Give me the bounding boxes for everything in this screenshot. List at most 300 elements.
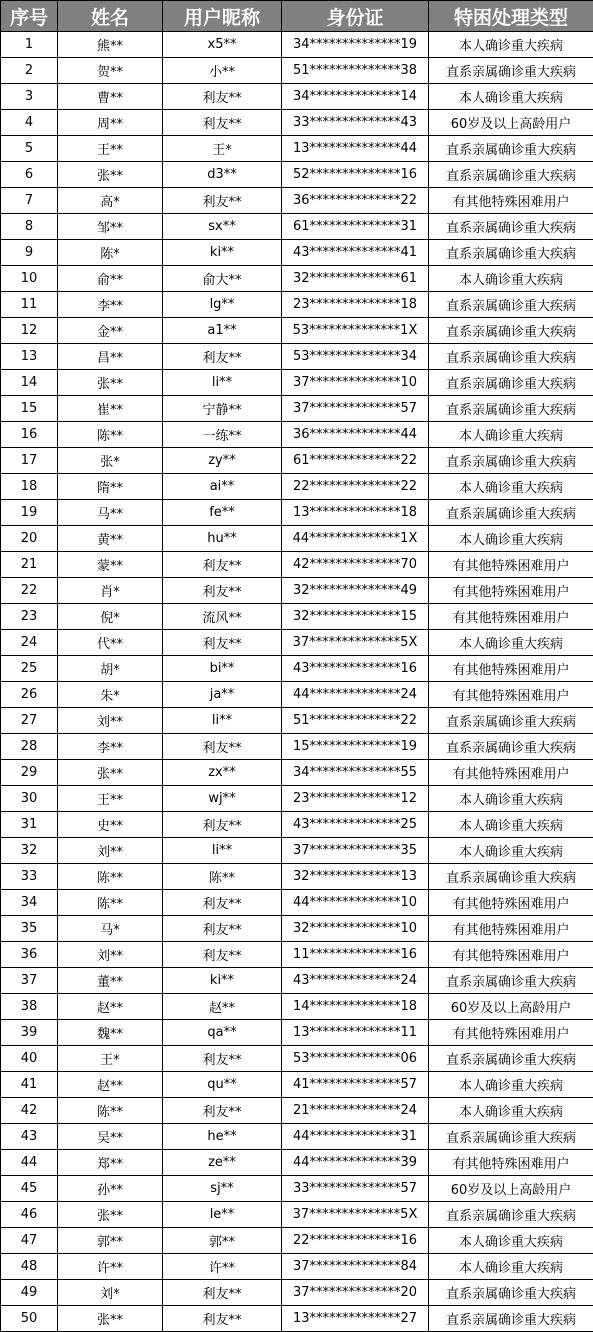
cell-hardship-type: 有其他特殊困难用户 <box>429 942 593 968</box>
cell-nickname: 利友** <box>163 84 282 110</box>
cell-index: 19 <box>1 500 58 526</box>
table-row <box>1 474 593 500</box>
cell-name: 张** <box>58 1306 163 1332</box>
cell-id-number: 32**************10 <box>282 916 429 942</box>
cell-id-number: 53**************1X <box>282 318 429 344</box>
cell-id-number: 36**************44 <box>282 422 429 448</box>
table-row <box>1 500 593 526</box>
cell-id-number: 33**************57 <box>282 1176 429 1202</box>
cell-id-number: 34**************55 <box>282 760 429 786</box>
cell-id-number: 36**************22 <box>282 188 429 214</box>
cell-nickname: sx** <box>163 214 282 240</box>
cell-id-number: 23**************12 <box>282 786 429 812</box>
table-body <box>1 32 593 1332</box>
cell-id-number: 15**************19 <box>282 734 429 760</box>
cell-hardship-type: 直系亲属确诊重大疾病 <box>429 58 593 84</box>
cell-name: 刘** <box>58 838 163 864</box>
cell-hardship-type: 直系亲属确诊重大疾病 <box>429 136 593 162</box>
table-row <box>1 786 593 812</box>
cell-index: 30 <box>1 786 58 812</box>
cell-nickname: fe** <box>163 500 282 526</box>
cell-name: 董** <box>58 968 163 994</box>
cell-index: 6 <box>1 162 58 188</box>
cell-index: 4 <box>1 110 58 136</box>
cell-index: 29 <box>1 760 58 786</box>
table-row <box>1 1072 593 1098</box>
cell-id-number: 13**************27 <box>282 1306 429 1332</box>
cell-id-number: 32**************15 <box>282 604 429 630</box>
cell-id-number: 43**************41 <box>282 240 429 266</box>
cell-name: 高* <box>58 188 163 214</box>
cell-name: 马** <box>58 500 163 526</box>
cell-nickname: 利友** <box>163 812 282 838</box>
cell-nickname: hu** <box>163 526 282 552</box>
cell-name: 代** <box>58 630 163 656</box>
cell-id-number: 44**************24 <box>282 682 429 708</box>
cell-nickname: ki** <box>163 968 282 994</box>
table-row <box>1 552 593 578</box>
cell-index: 28 <box>1 734 58 760</box>
table-row <box>1 1124 593 1150</box>
cell-name: 张** <box>58 1202 163 1228</box>
table-row <box>1 578 593 604</box>
cell-name: 赵** <box>58 994 163 1020</box>
cell-hardship-type: 直系亲属确诊重大疾病 <box>429 344 593 370</box>
cell-index: 45 <box>1 1176 58 1202</box>
cell-name: 许** <box>58 1254 163 1280</box>
cell-name: 俞** <box>58 266 163 292</box>
cell-index: 42 <box>1 1098 58 1124</box>
cell-nickname: ki** <box>163 240 282 266</box>
cell-name: 马* <box>58 916 163 942</box>
cell-id-number: 13**************11 <box>282 1020 429 1046</box>
cell-index: 47 <box>1 1228 58 1254</box>
cell-nickname: ze** <box>163 1150 282 1176</box>
cell-index: 2 <box>1 58 58 84</box>
cell-nickname: qu** <box>163 1072 282 1098</box>
cell-hardship-type: 本人确诊重大疾病 <box>429 1228 593 1254</box>
cell-id-number: 42**************70 <box>282 552 429 578</box>
cell-nickname: x5** <box>163 32 282 58</box>
cell-id-number: 44**************1X <box>282 526 429 552</box>
cell-hardship-type: 直系亲属确诊重大疾病 <box>429 214 593 240</box>
header-row <box>1 1 593 32</box>
table-row <box>1 58 593 84</box>
cell-id-number: 14**************18 <box>282 994 429 1020</box>
cell-name: 周** <box>58 110 163 136</box>
cell-index: 13 <box>1 344 58 370</box>
cell-name: 李** <box>58 292 163 318</box>
header-name: 姓名 <box>58 1 163 32</box>
cell-index: 22 <box>1 578 58 604</box>
table-row <box>1 266 593 292</box>
table-row <box>1 1046 593 1072</box>
cell-hardship-type: 直系亲属确诊重大疾病 <box>429 370 593 396</box>
cell-nickname: d3** <box>163 162 282 188</box>
cell-nickname: li** <box>163 370 282 396</box>
table-row <box>1 188 593 214</box>
cell-index: 17 <box>1 448 58 474</box>
cell-id-number: 61**************22 <box>282 448 429 474</box>
cell-name: 陈** <box>58 1098 163 1124</box>
table-row <box>1 84 593 110</box>
cell-nickname: 利友** <box>163 942 282 968</box>
cell-nickname: 一练** <box>163 422 282 448</box>
table-row <box>1 682 593 708</box>
cell-id-number: 37**************84 <box>282 1254 429 1280</box>
cell-index: 49 <box>1 1280 58 1306</box>
table-row <box>1 344 593 370</box>
cell-hardship-type: 直系亲属确诊重大疾病 <box>429 1046 593 1072</box>
cell-nickname: 宁静** <box>163 396 282 422</box>
cell-nickname: ja** <box>163 682 282 708</box>
cell-name: 隋** <box>58 474 163 500</box>
cell-index: 38 <box>1 994 58 1020</box>
cell-id-number: 13**************18 <box>282 500 429 526</box>
cell-nickname: 利友** <box>163 188 282 214</box>
cell-id-number: 22**************16 <box>282 1228 429 1254</box>
cell-hardship-type: 直系亲属确诊重大疾病 <box>429 292 593 318</box>
cell-index: 32 <box>1 838 58 864</box>
cell-hardship-type: 本人确诊重大疾病 <box>429 1072 593 1098</box>
cell-id-number: 32**************49 <box>282 578 429 604</box>
cell-id-number: 53**************06 <box>282 1046 429 1072</box>
cell-name: 张* <box>58 448 163 474</box>
cell-index: 11 <box>1 292 58 318</box>
cell-index: 44 <box>1 1150 58 1176</box>
cell-index: 46 <box>1 1202 58 1228</box>
cell-id-number: 53**************34 <box>282 344 429 370</box>
cell-hardship-type: 有其他特殊困难用户 <box>429 1150 593 1176</box>
cell-nickname: li** <box>163 838 282 864</box>
cell-index: 1 <box>1 32 58 58</box>
cell-nickname: 利友** <box>163 578 282 604</box>
cell-id-number: 37**************57 <box>282 396 429 422</box>
cell-id-number: 21**************24 <box>282 1098 429 1124</box>
table-row <box>1 604 593 630</box>
cell-id-number: 37**************20 <box>282 1280 429 1306</box>
cell-index: 16 <box>1 422 58 448</box>
table-row <box>1 630 593 656</box>
cell-index: 37 <box>1 968 58 994</box>
cell-nickname: 郭** <box>163 1228 282 1254</box>
cell-name: 王** <box>58 786 163 812</box>
table-row <box>1 318 593 344</box>
cell-index: 10 <box>1 266 58 292</box>
cell-nickname: zy** <box>163 448 282 474</box>
cell-hardship-type: 有其他特殊困难用户 <box>429 916 593 942</box>
cell-hardship-type: 有其他特殊困难用户 <box>429 682 593 708</box>
cell-nickname: 小** <box>163 58 282 84</box>
cell-hardship-type: 直系亲属确诊重大疾病 <box>429 318 593 344</box>
cell-id-number: 22**************22 <box>282 474 429 500</box>
table-row <box>1 526 593 552</box>
cell-hardship-type: 有其他特殊困难用户 <box>429 890 593 916</box>
cell-index: 36 <box>1 942 58 968</box>
cell-nickname: qa** <box>163 1020 282 1046</box>
cell-nickname: 俞大** <box>163 266 282 292</box>
cell-hardship-type: 本人确诊重大疾病 <box>429 1098 593 1124</box>
table-row <box>1 1280 593 1306</box>
cell-hardship-type: 本人确诊重大疾病 <box>429 786 593 812</box>
table-row <box>1 656 593 682</box>
cell-nickname: 利友** <box>163 552 282 578</box>
table-row <box>1 968 593 994</box>
cell-index: 26 <box>1 682 58 708</box>
table-row <box>1 1150 593 1176</box>
cell-index: 27 <box>1 708 58 734</box>
cell-name: 张** <box>58 370 163 396</box>
table-row <box>1 890 593 916</box>
cell-id-number: 34**************14 <box>282 84 429 110</box>
cell-hardship-type: 有其他特殊困难用户 <box>429 604 593 630</box>
cell-name: 孙** <box>58 1176 163 1202</box>
cell-nickname: 利友** <box>163 630 282 656</box>
cell-nickname: le** <box>163 1202 282 1228</box>
cell-nickname: 利友** <box>163 1098 282 1124</box>
cell-hardship-type: 本人确诊重大疾病 <box>429 838 593 864</box>
cell-id-number: 43**************16 <box>282 656 429 682</box>
table-row <box>1 422 593 448</box>
cell-index: 3 <box>1 84 58 110</box>
table-row <box>1 1228 593 1254</box>
cell-hardship-type: 直系亲属确诊重大疾病 <box>429 864 593 890</box>
cell-name: 刘** <box>58 708 163 734</box>
table-row <box>1 994 593 1020</box>
table-row <box>1 1254 593 1280</box>
cell-index: 8 <box>1 214 58 240</box>
cell-name: 黄** <box>58 526 163 552</box>
cell-id-number: 41**************57 <box>282 1072 429 1098</box>
cell-id-number: 51**************22 <box>282 708 429 734</box>
cell-id-number: 32**************61 <box>282 266 429 292</box>
cell-id-number: 34**************19 <box>282 32 429 58</box>
cell-name: 曹** <box>58 84 163 110</box>
cell-index: 18 <box>1 474 58 500</box>
cell-hardship-type: 直系亲属确诊重大疾病 <box>429 448 593 474</box>
cell-name: 张** <box>58 162 163 188</box>
cell-name: 肖* <box>58 578 163 604</box>
cell-hardship-type: 直系亲属确诊重大疾病 <box>429 734 593 760</box>
cell-hardship-type: 有其他特殊困难用户 <box>429 578 593 604</box>
cell-name: 王** <box>58 136 163 162</box>
cell-hardship-type: 60岁及以上高龄用户 <box>429 994 593 1020</box>
cell-hardship-type: 本人确诊重大疾病 <box>429 526 593 552</box>
cell-hardship-type: 本人确诊重大疾病 <box>429 266 593 292</box>
cell-hardship-type: 本人确诊重大疾病 <box>429 84 593 110</box>
cell-id-number: 37**************10 <box>282 370 429 396</box>
cell-index: 20 <box>1 526 58 552</box>
cell-hardship-type: 直系亲属确诊重大疾病 <box>429 240 593 266</box>
cell-name: 金** <box>58 318 163 344</box>
cell-index: 35 <box>1 916 58 942</box>
cell-index: 24 <box>1 630 58 656</box>
cell-id-number: 37**************35 <box>282 838 429 864</box>
cell-index: 15 <box>1 396 58 422</box>
cell-hardship-type: 有其他特殊困难用户 <box>429 760 593 786</box>
cell-name: 魏** <box>58 1020 163 1046</box>
table-row <box>1 214 593 240</box>
cell-index: 23 <box>1 604 58 630</box>
cell-nickname: zx** <box>163 760 282 786</box>
cell-index: 9 <box>1 240 58 266</box>
table-row <box>1 760 593 786</box>
cell-id-number: 11**************16 <box>282 942 429 968</box>
cell-name: 史** <box>58 812 163 838</box>
cell-nickname: 王* <box>163 136 282 162</box>
cell-nickname: ai** <box>163 474 282 500</box>
cell-nickname: wj** <box>163 786 282 812</box>
cell-id-number: 44**************31 <box>282 1124 429 1150</box>
table-row <box>1 162 593 188</box>
cell-id-number: 43**************25 <box>282 812 429 838</box>
cell-nickname: 流风** <box>163 604 282 630</box>
cell-hardship-type: 60岁及以上高龄用户 <box>429 1176 593 1202</box>
cell-id-number: 61**************31 <box>282 214 429 240</box>
cell-hardship-type: 有其他特殊困难用户 <box>429 1020 593 1046</box>
cell-hardship-type: 直系亲属确诊重大疾病 <box>429 1202 593 1228</box>
cell-nickname: 利友** <box>163 1046 282 1072</box>
cell-nickname: sj** <box>163 1176 282 1202</box>
cell-nickname: bi** <box>163 656 282 682</box>
table-row <box>1 1020 593 1046</box>
table-row <box>1 32 593 58</box>
cell-index: 14 <box>1 370 58 396</box>
cell-hardship-type: 直系亲属确诊重大疾病 <box>429 396 593 422</box>
table-row <box>1 1098 593 1124</box>
cell-name: 张** <box>58 760 163 786</box>
cell-name: 胡* <box>58 656 163 682</box>
cell-name: 倪* <box>58 604 163 630</box>
cell-index: 43 <box>1 1124 58 1150</box>
table-row <box>1 838 593 864</box>
cell-id-number: 43**************24 <box>282 968 429 994</box>
cell-hardship-type: 本人确诊重大疾病 <box>429 474 593 500</box>
cell-name: 赵** <box>58 1072 163 1098</box>
table-row <box>1 734 593 760</box>
cell-hardship-type: 有其他特殊困难用户 <box>429 552 593 578</box>
table-row <box>1 942 593 968</box>
cell-hardship-type: 直系亲属确诊重大疾病 <box>429 1306 593 1332</box>
cell-name: 陈** <box>58 864 163 890</box>
table-row <box>1 136 593 162</box>
cell-nickname: 利友** <box>163 1306 282 1332</box>
cell-id-number: 23**************18 <box>282 292 429 318</box>
cell-name: 刘** <box>58 942 163 968</box>
cell-nickname: 陈** <box>163 864 282 890</box>
table-row <box>1 864 593 890</box>
cell-name: 李** <box>58 734 163 760</box>
cell-nickname: 利友** <box>163 916 282 942</box>
cell-hardship-type: 有其他特殊困难用户 <box>429 188 593 214</box>
cell-name: 郑** <box>58 1150 163 1176</box>
cell-name: 贺** <box>58 58 163 84</box>
header-index: 序号 <box>1 1 58 32</box>
table-row <box>1 916 593 942</box>
cell-hardship-type: 本人确诊重大疾病 <box>429 1254 593 1280</box>
table-row <box>1 292 593 318</box>
cell-id-number: 32**************13 <box>282 864 429 890</box>
cell-hardship-type: 直系亲属确诊重大疾病 <box>429 968 593 994</box>
cell-id-number: 51**************38 <box>282 58 429 84</box>
cell-index: 31 <box>1 812 58 838</box>
cell-nickname: li** <box>163 708 282 734</box>
cell-id-number: 37**************5X <box>282 630 429 656</box>
cell-name: 崔** <box>58 396 163 422</box>
cell-hardship-type: 直系亲属确诊重大疾病 <box>429 708 593 734</box>
cell-nickname: 利友** <box>163 110 282 136</box>
cell-index: 12 <box>1 318 58 344</box>
cell-id-number: 13**************44 <box>282 136 429 162</box>
cell-nickname: 利友** <box>163 1280 282 1306</box>
cell-index: 21 <box>1 552 58 578</box>
cell-nickname: 利友** <box>163 734 282 760</box>
cell-name: 陈* <box>58 240 163 266</box>
cell-id-number: 44**************39 <box>282 1150 429 1176</box>
cell-index: 7 <box>1 188 58 214</box>
cell-id-number: 44**************10 <box>282 890 429 916</box>
table-row <box>1 1202 593 1228</box>
cell-id-number: 33**************43 <box>282 110 429 136</box>
cell-name: 陈** <box>58 890 163 916</box>
header-nickname: 用户昵称 <box>163 1 282 32</box>
table-row <box>1 812 593 838</box>
cell-name: 昌** <box>58 344 163 370</box>
cell-index: 48 <box>1 1254 58 1280</box>
cell-index: 41 <box>1 1072 58 1098</box>
table-row <box>1 708 593 734</box>
header-id-number: 身份证 <box>282 1 429 32</box>
cell-hardship-type: 60岁及以上高龄用户 <box>429 110 593 136</box>
cell-hardship-type: 直系亲属确诊重大疾病 <box>429 1280 593 1306</box>
cell-name: 蒙** <box>58 552 163 578</box>
cell-nickname: 利友** <box>163 890 282 916</box>
cell-nickname: 利友** <box>163 344 282 370</box>
cell-name: 邹** <box>58 214 163 240</box>
cell-nickname: lg** <box>163 292 282 318</box>
cell-id-number: 37**************5X <box>282 1202 429 1228</box>
cell-name: 吴** <box>58 1124 163 1150</box>
cell-hardship-type: 直系亲属确诊重大疾病 <box>429 500 593 526</box>
cell-hardship-type: 本人确诊重大疾病 <box>429 812 593 838</box>
cell-hardship-type: 本人确诊重大疾病 <box>429 422 593 448</box>
header-hardship-type: 特困处理类型 <box>429 1 593 32</box>
table-row <box>1 396 593 422</box>
table-row <box>1 1176 593 1202</box>
table-row <box>1 110 593 136</box>
cell-nickname: 许** <box>163 1254 282 1280</box>
table-row <box>1 240 593 266</box>
cell-name: 朱* <box>58 682 163 708</box>
cell-nickname: a1** <box>163 318 282 344</box>
cell-name: 郭** <box>58 1228 163 1254</box>
cell-index: 5 <box>1 136 58 162</box>
cell-name: 熊** <box>58 32 163 58</box>
cell-hardship-type: 直系亲属确诊重大疾病 <box>429 1124 593 1150</box>
cell-index: 25 <box>1 656 58 682</box>
table-row <box>1 370 593 396</box>
cell-name: 王* <box>58 1046 163 1072</box>
cell-name: 刘* <box>58 1280 163 1306</box>
cell-index: 39 <box>1 1020 58 1046</box>
cell-index: 34 <box>1 890 58 916</box>
cell-nickname: 赵** <box>163 994 282 1020</box>
table-row <box>1 448 593 474</box>
cell-index: 40 <box>1 1046 58 1072</box>
cell-hardship-type: 本人确诊重大疾病 <box>429 32 593 58</box>
cell-hardship-type: 有其他特殊困难用户 <box>429 656 593 682</box>
cell-hardship-type: 本人确诊重大疾病 <box>429 630 593 656</box>
